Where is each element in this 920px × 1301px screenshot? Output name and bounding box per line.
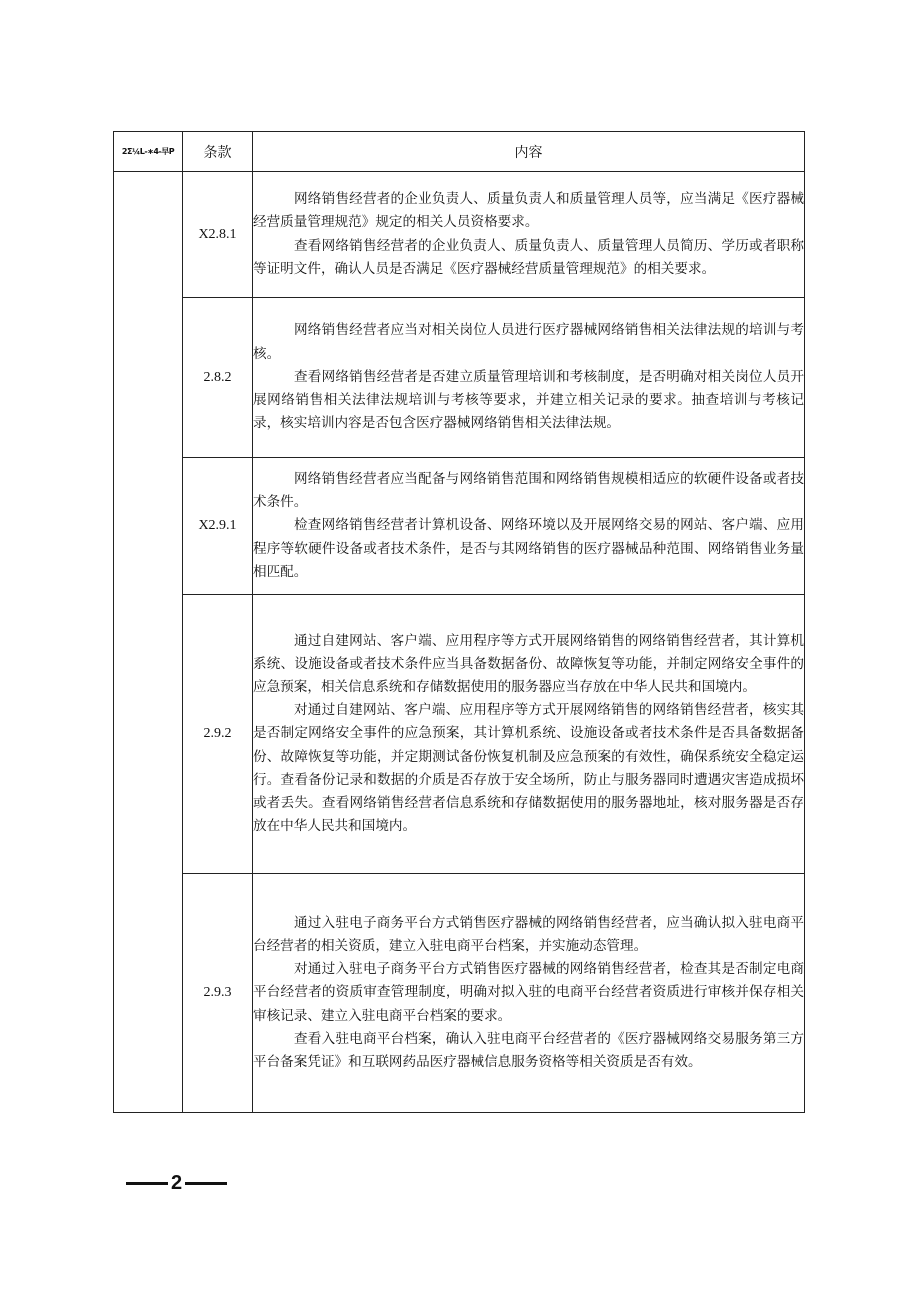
page-number-dash-left <box>126 1182 168 1185</box>
content-cell <box>253 595 805 874</box>
content-cell <box>253 874 805 1113</box>
table-header-row <box>114 132 805 172</box>
content-paragraph: 网络销售经营者的企业负责人、质量负责人和质量管理人员等，应当满足《医疗器械经营质量管理规范》规定的相关人员资格要求。 <box>253 191 804 231</box>
page-number-dash-right <box>185 1182 227 1185</box>
content-paragraph: 通过入驻电子商务平台方式销售医疗器械的网络销售经营者，应当确认拟入驻电商平台经营者的相关资质，建立入驻电商平台档案，并实施动态管理。 <box>253 914 804 954</box>
requirements-table <box>113 131 805 1113</box>
table-row <box>114 874 805 1113</box>
clause-cell: X2.8.1 <box>183 172 253 298</box>
category-cell <box>114 172 183 1113</box>
content-cell <box>253 458 805 595</box>
content-paragraph: 通过自建网站、客户端、应用程序等方式开展网络销售的网络销售经营者，其计算机系统、设施设备或者技术条件应当具备数据备份、故障恢复等功能，并制定网络安全事件的应急预案，相关信息系统和存储数据使用的服务器应当存放在中华人民共和国境内。 <box>253 632 804 695</box>
header-clause: 条款 <box>183 132 253 172</box>
content-paragraph: 网络销售经营者应当对相关岗位人员进行医疗器械网络销售相关法律法规的培训与考核。 <box>253 322 804 362</box>
content-cell <box>253 172 805 298</box>
header-content: 内容 <box>253 132 805 172</box>
content-paragraph: 对通过入驻电子商务平台方式销售医疗器械的网络销售经营者，检查其是否制定电商平台经营者的资质审查管理制度，明确对拟入驻的电商平台经营者资质进行审核并保存相关审核记录、建立入驻电商平台档案的要求。 <box>253 961 804 1024</box>
content-paragraph: 查看网络销售经营者的企业负责人、质量负责人、质量管理人员简历、学历或者职称等证明文件，确认人员是否满足《医疗器械经营质量管理规范》的相关要求。 <box>253 237 804 277</box>
content-paragraph: 网络销售经营者应当配备与网络销售范围和网络销售规模相适应的软硬件设备或者技术条件。 <box>253 470 804 511</box>
content-paragraph: 查看入驻电商平台档案，确认入驻电商平台经营者的《医疗器械网络交易服务第三方平台备案凭证》和互联网药品医疗器械信息服务资格等相关资质是否有效。 <box>253 1030 804 1070</box>
content-paragraph: 检查网络销售经营者计算机设备、网络环境以及开展网络交易的网站、客户端、应用程序等软硬件设备或者技术条件，是否与其网络销售的医疗器械品种范围、网络销售业务量相匹配。 <box>253 517 804 580</box>
table-row <box>114 595 805 874</box>
clause-cell: 2.9.2 <box>183 595 253 874</box>
table-row <box>114 458 805 595</box>
page-number-value: 2 <box>171 1172 183 1194</box>
content-paragraph: 查看网络销售经营者是否建立质量管理培训和考核制度，是否明确对相关岗位人员开展网络销售相关法律法规培训与考核等要求，并建立相关记录的要求。抽查培训与考核记录，核实培训内容是否包含医疗器械网络销售相关法律法规。 <box>253 368 804 432</box>
table-row <box>114 172 805 298</box>
clause-cell: 2.8.2 <box>183 298 253 458</box>
content-cell <box>253 298 805 458</box>
clause-cell: 2.9.3 <box>183 874 253 1113</box>
page-number <box>126 1172 227 1195</box>
content-paragraph: 对通过自建网站、客户端、应用程序等方式开展网络销售的网络销售经营者，核实其是否制定网络安全事件的应急预案，其计算机系统、设施设备或者技术条件是否具备数据备份、故障恢复等功能，并定期测试备份恢复机制及应急预案的有效性，确保系统安全稳定运行。查看备份记录和数据的介质是否存放于安全场所，防止与服务器同时遭遇灾害造成损坏或者丢失。查看网络销售经营者信息系统和存储数据使用的服务器地址，核对服务器是否存放在中华人民共和国境内。 <box>253 702 804 835</box>
header-category: 2Σ¼L-∗4-早P <box>114 132 183 172</box>
table-row <box>114 298 805 458</box>
clause-cell: X2.9.1 <box>183 458 253 595</box>
